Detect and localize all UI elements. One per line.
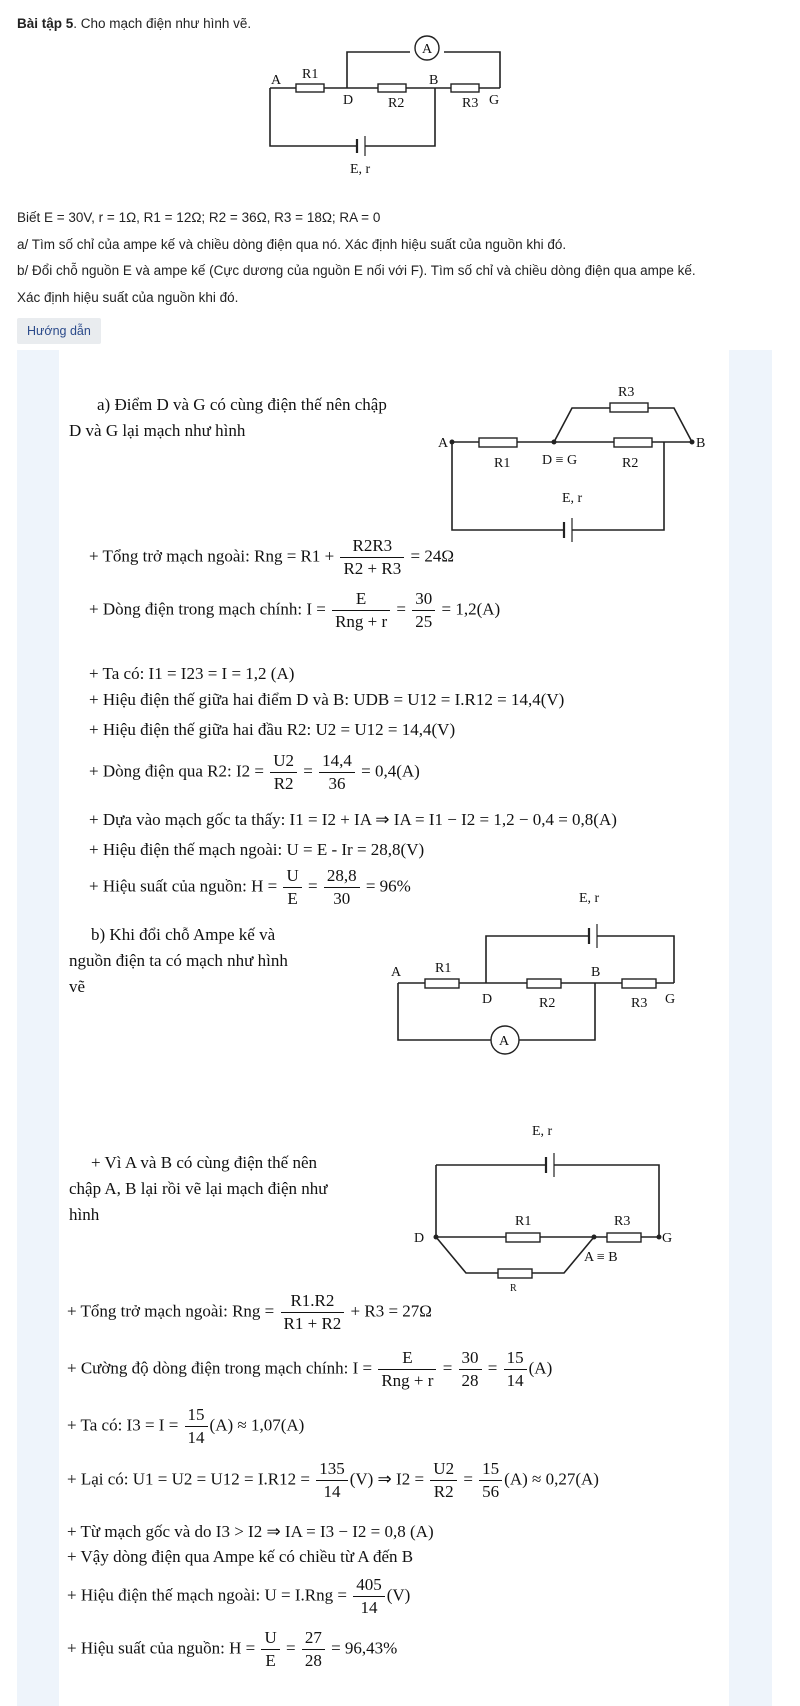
circuit-diagram-c	[404, 1105, 684, 1294]
r2-label-c: R	[510, 1283, 517, 1294]
r2-label: R2	[388, 96, 405, 111]
source-label-b: E, r	[579, 891, 600, 906]
eq-a2: + Dòng điện trong mạch chính: I = E Rng + r = $\frac{30}{25}$ = 1,2(A)	[89, 589, 501, 631]
question-a: a/ Tìm số chỉ của ampe kế và chiều dòng điện qua nó. Xác định hiệu suất của nguồn khi đó.	[17, 237, 567, 252]
node-b-label-2: B	[696, 436, 706, 451]
r3-label: R3	[462, 96, 479, 111]
node-a-label: A	[271, 73, 282, 88]
problem-intro-text: . Cho mạch điện như hình vẽ.	[73, 16, 252, 31]
circuit-diagram-a	[438, 360, 744, 520]
eq-b4: + Lại có: U1 = U2 = U12 = I.R12 = $\frac{135}{14}$ (V) ⇒ I2 = $\frac{U2}{R2}$ = $\frac{15}{56}$ (A) ≈ 0,27(A)	[67, 1459, 599, 1501]
r3-label-2: R3	[618, 385, 635, 400]
eq-b8: + Hiệu suất của nguồn: H = $\frac{U}{E}$ = $\frac{27}{28}$ = 96,43%	[67, 1628, 398, 1670]
r2-label-2: R2	[622, 456, 639, 471]
eq-a1: + Tổng trở mạch ngoài: Rng = R1 + $\frac{R2R3}{R2 + R3}$ = 24Ω	[89, 536, 454, 578]
node-d-label-b: D	[482, 992, 493, 1007]
r1-label: R1	[302, 67, 319, 82]
eq-a5: + Hiệu điện thế giữa hai đầu R2: U2 = U12 = 14,4(V)	[89, 720, 456, 739]
part-a-intro: a) Điểm D và G có cùng điện thế nên chập D và G lại mạch như hình	[69, 395, 387, 440]
source-label-2: E, r	[562, 491, 583, 506]
eq-a6: + Dòng điện qua R2: I2 = $\frac{U2}{R2}$ = $\frac{14,4}{36}$ = 0,4(A)	[89, 751, 420, 793]
r3-label-c: R3	[614, 1214, 631, 1229]
question-b: b/ Đổi chỗ nguồn E và ampe kế (Cực dương của nguồn E nối với F). Tìm số chỉ và chiều dòng điện qua ampe kế.	[17, 263, 696, 278]
node-g-label-c: G	[662, 1231, 673, 1246]
eq-a8: + Hiệu điện thế mạch ngoài: U = E - Ir = 28,8(V)	[89, 840, 425, 859]
original-circuit-diagram	[0, 0, 800, 200]
eq-b1: + Tổng trở mạch ngoài: Rng = $\frac{R1.R2}{R1 + R2}$ + R3 = 27Ω	[67, 1291, 432, 1333]
ammeter-label: A	[422, 42, 433, 57]
eq-b6: + Vậy dòng điện qua Ampe kế có chiều từ A đến B	[67, 1547, 414, 1566]
ammeter-label-b: A	[499, 1034, 510, 1049]
solution-panel	[17, 350, 772, 1706]
hint-button[interactable]: Hướng dẫn	[17, 318, 101, 344]
eq-b7: + Hiệu điện thế mạch ngoài: U = I.Rng = $\frac{405}{14}$ (V)	[67, 1575, 411, 1617]
node-d-label: D	[343, 93, 354, 108]
eq-a3: + Ta có: I1 = I23 = I = 1,2 (A)	[89, 664, 295, 683]
eq-b5: + Từ mạch gốc và do I3 > I2 ⇒ IA = I3 − I2 = 0,8 (A)	[67, 1522, 434, 1541]
eq-b3: + Ta có: I3 = I = $\frac{15}{14}$ (A) ≈ 1,07(A)	[67, 1405, 305, 1447]
source-label-c: E, r	[532, 1124, 553, 1139]
node-b-label: B	[429, 73, 439, 88]
circuit-diagram-b	[379, 890, 699, 1060]
node-ab-label: A ≡ B	[584, 1250, 618, 1265]
part-b-intro: b) Khi đổi chỗ Ampe kế và nguồn điện ta có mạch như hình vẽ	[69, 925, 288, 996]
eq-a9: + Hiệu suất của nguồn: H = $\frac{U}{E}$ = $\frac{28,8}{30}$ = 96%	[89, 866, 411, 908]
eq-a7: + Dựa vào mạch gốc ta thấy: I1 = I2 + IA ⇒ IA = I1 − I2 = 1,2 − 0,4 = 0,8(A)	[89, 810, 617, 829]
r1-label-2: R1	[494, 456, 511, 471]
node-g-label: G	[489, 93, 500, 108]
part-b-note: + Vì A và B có cùng điện thế nên chập A, B lại rồi vẽ lại mạch điện như hình	[69, 1153, 328, 1224]
solution-image	[59, 350, 729, 1706]
node-a-label-2: A	[438, 436, 449, 451]
eq-b2: + Cường độ dòng điện trong mạch chính: I = E Rng + r = $\frac{30}{28}$ = $\frac{15}{14}$ (A)	[67, 1348, 553, 1390]
source-label: E, r	[350, 162, 371, 177]
r1-label-c: R1	[515, 1214, 532, 1229]
node-a-label-b: A	[391, 965, 402, 980]
r3-label-b: R3	[631, 996, 648, 1011]
node-b-label-b: B	[591, 965, 601, 980]
node-d-label-c: D	[414, 1231, 425, 1246]
eq-a4: + Hiệu điện thế giữa hai điểm D và B: UDB = U12 = I.R12 = 14,4(V)	[89, 690, 565, 709]
r1-label-b: R1	[435, 961, 452, 976]
question-b-cont: Xác định hiệu suất của nguồn khi đó.	[17, 290, 239, 305]
node-dg-label: D ≡ G	[542, 453, 578, 468]
given-values: Biết E = 30V, r = 1Ω, R1 = 12Ω; R2 = 36Ω, R3 = 18Ω; RA = 0	[17, 210, 381, 225]
problem-title: Bài tập 5	[17, 16, 74, 31]
r2-label-b: R2	[539, 996, 556, 1011]
node-g-label-b: G	[665, 992, 676, 1007]
